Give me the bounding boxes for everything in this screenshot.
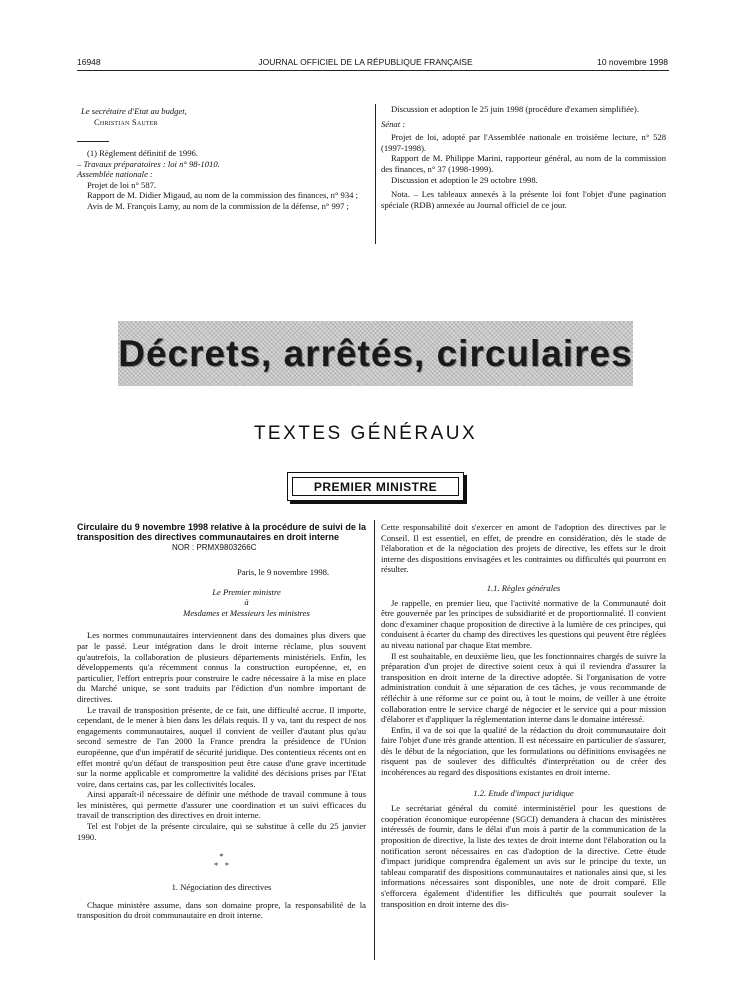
- footnote-line: (1) Règlement définitif de 1996.: [87, 148, 198, 158]
- footnote-line: Projet de loi, adopté par l'Assemblée nationale en troisième lecture, n° 528 (1997-1998).: [381, 132, 666, 153]
- signature-name: Christian Sauter: [94, 116, 158, 127]
- footnotes-left: [77, 148, 367, 212]
- paragraph: Le travail de transposition présente, de ce fait, une difficulté accrue. Il importe, cependant, de le mener à bien dans les délais requis. Il y va, tant du respect de nos engagements communautaires, auquel il convient de veiller d'autant plus qu'au second semestre de l'an 2000 la France prendra la présidence de l'Union européenne, que d'un impératif de sécurité juridique. Des contentieux récents ont en effet montré qu'un défaut de transposition peut être cause d'une grave incertitude sur la norme applicable et compromettre la validité des décisions prises par l'Etat voire, dans certains cas, par les collectivités locales.: [77, 704, 366, 789]
- column-divider: [375, 104, 376, 244]
- header-rule: [77, 70, 669, 71]
- signature-block: [77, 106, 367, 127]
- footnote-line: Rapport de M. Philippe Marini, rapporteur général, au nom de la commission des finances, n° 37 (1998-1999).: [381, 153, 666, 174]
- footnotes-right: [381, 104, 666, 210]
- footnote-line: Rapport de M. Didier Migaud, au nom de la commission des finances, n° 934 ;: [87, 190, 358, 201]
- footnote-line: Discussion et adoption le 25 juin 1998 (procédure d'examen simplifiée).: [391, 104, 639, 114]
- asterism: [77, 852, 366, 870]
- paragraph: Le secrétariat général du comité interministériel pour les questions de coopération économique européenne (SGCI) demandera à chacun des ministères intéressés de fournir, dans le délai d'un mois à partir de la communication de la proposition de directive, la liste des textes de droit interne dont l'élaboration ou la notification seront nécessaires en cas d'adoption de la directive. Cette étude d'impact juridique comprendra également un avis sur le principe du texte, un tableau comparatif des dispositions communautaires et nationales ainsi que, si les informations nécessaires sont disponibles, une note de droit comparé. Elle s'efforcera également d'identifier les difficultés que pourrait soulever la transposition en droit interne des dis-: [381, 803, 666, 909]
- paragraph: Cette responsabilité doit s'exercer en amont de l'adoption des directives par le Conseil. Il est essentiel, en effet, de prendre en considération, dès le stade de l'élaboration et de la négociation des projets de directive, les effets sur le droit interne des dispositions envisagées et les contraintes ou difficultés qui pourront en résulter.: [381, 522, 666, 575]
- issue-date: 10 novembre 1998: [597, 57, 668, 67]
- asterism-bottom: * *: [213, 860, 230, 871]
- paragraph: Il est souhaitable, en deuxième lieu, que les fonctionnaires chargés de suivre la préparation d'un projet de directive soient ceux à qui il reviendra d'assurer la transposition en droit interne de la directive adoptée. Si l'organisation de votre administration conduit à une séparation de ces tâches, je vous recommande de réfléchir à une réforme sur ce point ou, à tout le moins, de veiller à une étroite collaboration entre le service chargé de négocier et le service qui a pour mission d'élaborer et d'appliquer la réglementation interne dans le domaine intéressé.: [381, 650, 666, 725]
- banner-title: Décrets, arrêtés, circulaires: [118, 332, 633, 374]
- subsection-heading: 1.1. Règles générales: [486, 582, 561, 593]
- signature-role: Le secrétaire d'Etat au budget,: [81, 106, 187, 116]
- nota-line: Nota. – Les tableaux annexés à la présente loi font l'objet d'une pagination spéciale (RDB) annexée au Journal officiel de ce jour.: [381, 189, 666, 210]
- footnote-line: Avis de M. François Lamy, au nom de la commission de la défense, n° 997 ;: [87, 200, 349, 211]
- circular-right-column: [381, 522, 666, 909]
- column-divider: [374, 520, 375, 960]
- paragraph: Chaque ministère assume, dans son domaine propre, la responsabilité de la transposition du droit communautaire en droit interne.: [77, 899, 366, 921]
- footnote-line: – Travaux préparatoires : loi n° 98-1010.: [77, 158, 220, 169]
- ministry-box: [287, 472, 464, 501]
- footnote-line: Discussion et adoption le 29 octobre 1998.: [391, 174, 538, 185]
- to-word: à: [244, 597, 249, 608]
- section-title: TEXTES GÉNÉRAUX: [253, 423, 478, 444]
- circular-left-column: [77, 522, 366, 921]
- asterism-top: *: [219, 851, 224, 862]
- paragraph: Enfin, il va de soi que la qualité de la rédaction du droit communautaire doit faire l'objet d'une très grande attention. Il est nécessaire en particulier de s'assurer, dès le début de la négociation, que les formulations ou définitions envisagées ne risquent pas de soulever des difficultés d'interprétation ou de créer des incohérences au regard des dispositions existantes en droit interne.: [381, 724, 666, 778]
- ministry-label: PREMIER MINISTRE: [292, 477, 459, 496]
- sender: Le Premier ministre: [212, 586, 281, 597]
- paragraph: Je rappelle, en premier lieu, que l'activité normative de la Communauté doit être gouvernée par les principes de subsidiarité et de proportionnalité. Il convient donc d'examiner chaque proposition de directive à la lumière de ces principes, qui conduisent à écarter du champ des directives les questions qui peuvent être réglées au niveau national par chaque Etat membre.: [381, 597, 666, 650]
- section-heading: 1. Négociation des directives: [171, 882, 272, 893]
- journal-title: JOURNAL OFFICIEL DE LA RÉPUBLIQUE FRANÇAISE: [258, 57, 473, 67]
- page-number: 16948: [77, 57, 101, 67]
- footnote-line: Projet de loi n° 587.: [87, 179, 157, 190]
- circular-title: Circulaire du 9 novembre 1998 relative à la procédure de suivi de la transposition des directives communautaires en droit interne: [77, 522, 366, 543]
- place-date: Paris, le 9 novembre 1998.: [237, 567, 330, 577]
- footnote-line: Sénat :: [381, 118, 406, 129]
- paragraph: Les normes communautaires interviennent dans des domaines plus divers que par le passé. Leur intégration dans le droit interne réclame, plus souvent qu'autrefois, la collaboration de plusieurs départements ministériels. Enfin, les développements qu'a récemment connus la construction européenne, et, en particulier, l'effort entrepris pour construire le cadre nécessaire à la mise en place du Marché unique, se sont traduits par l'édiction d'un nombre important de directives.: [77, 630, 366, 704]
- footnote-line: Assemblée nationale :: [77, 169, 153, 180]
- recipients: Mesdames et Messieurs les ministres: [183, 607, 310, 618]
- paragraph: Tel est l'objet de la présente circulaire, qui se substitue à celle du 25 janvier 1990.: [77, 821, 366, 842]
- footnote-rule: [77, 141, 109, 142]
- subsection-heading: 1.2. Etude d'impact juridique: [473, 787, 574, 798]
- paragraph: Ainsi apparaît-il nécessaire de définir une méthode de travail commune à tous les ministères, qui permette d'assurer une coordination et un suivi efficaces du travail de transcription des directives en droit interne.: [77, 789, 366, 821]
- nor-reference: NOR : PRMX9803266C: [172, 543, 257, 553]
- section-banner: [118, 321, 633, 386]
